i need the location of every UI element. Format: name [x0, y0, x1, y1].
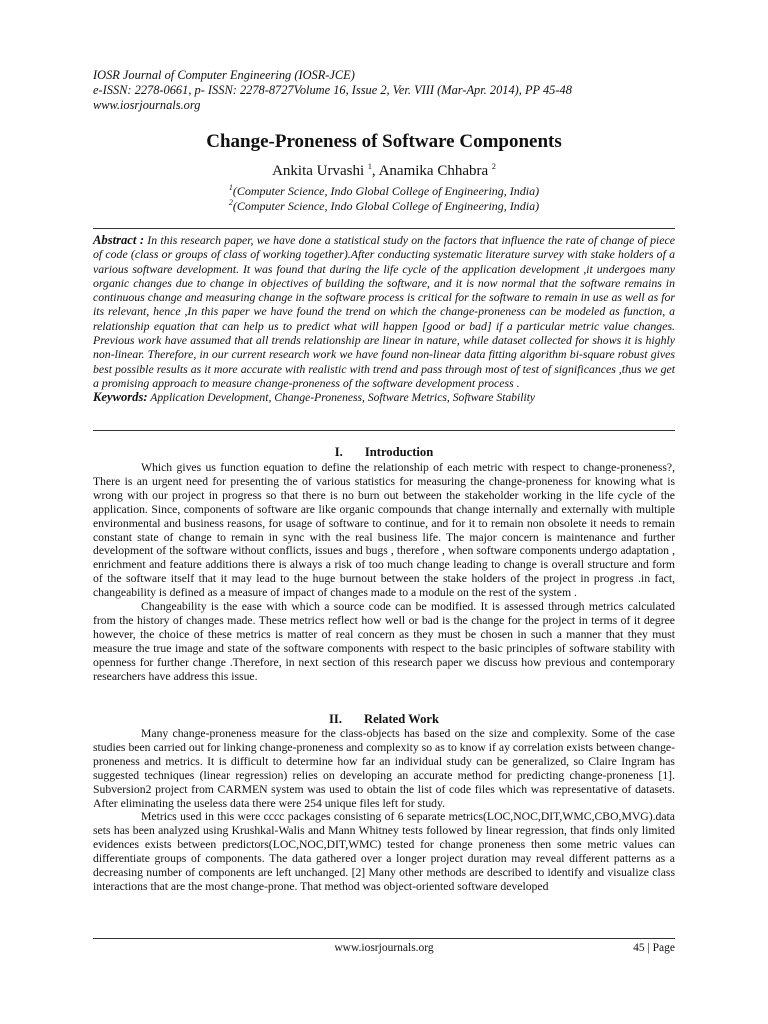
paragraph: Many change-proneness measure for the class-objects has based on the size and complexity. Some of the case studies been carried out for linking change-proneness and complexity so as to know if ay correlation exists between change-proneness and metrics. It is difficult to determine how far an individual study can be generalized, so Claire Ingram has suggested techniques (linear regression) relies on developing an accurate method for predicting change-proneness [1]. Subversion2 project from CARMEN system was used to obtain the list of code files which was representative of datasets. After eliminating the useless data there were 254 unique files left for study.: [93, 727, 675, 810]
section-number: II.: [329, 712, 342, 726]
paper-title: Change-Proneness of Software Components: [206, 131, 562, 152]
journal-issn: e-ISSN: 2278-0661, p- ISSN: 2278-8727Volume 16, Issue 2, Ver. VIII (Mar-Apr. 2014), PP 45-48: [93, 83, 572, 97]
footer-rule: [93, 938, 675, 939]
author-name: Anamika Chhabra: [378, 163, 489, 179]
affiliation-text: (Computer Science, Indo Global College of Engineering, India): [232, 199, 540, 213]
paragraph: Metrics used in this were cccc packages consisting of 6 separate metrics(LOC,NOC,DIT,WMC,CBO,MVG).data sets has been analyzed using Krushkal-Walis and Mann Whitney tests followed by linear regression, that finds only limited evidences exists between predictors(LOC,NOC,DIT,WMC) tested for change proneness then some metric values can differentiate groups of components. The data gathered over a longer project duration may reveal different patterns as a decreasing number of components are left unchanged. [2] Many other methods are described to identify and visualize class interactions that are the most change-prone. That method was object-oriented software developed: [93, 810, 675, 893]
affiliation-text: (Computer Science, Indo Global College of Engineering, India): [232, 184, 540, 198]
section-title: Introduction: [364, 445, 434, 459]
divider-bottom: [93, 430, 675, 431]
section-body-introduction: [93, 461, 675, 684]
paragraph: Changeability is the ease with which a source code can be modified. It is assessed through metrics calculated from the history of changes made. These metrics reflect how well or bad is the change for the project in terms of it degree however, the choice of these metrics is matter of real concern as they must be chosen in such a manner that they must measure the true image and state of the software components with respect to the basic principles of software stability with openness for further change .Therefore, in next section of this research paper we discuss how previous and contemporary researchers have address this issue.: [93, 600, 675, 683]
author-separator: ,: [371, 163, 379, 179]
keywords-label: Keywords:: [93, 390, 148, 405]
keywords-text: Application Development, Change-Proneness, Software Metrics, Software Stability: [150, 391, 536, 405]
affiliation: [0, 199, 768, 214]
section-number: I.: [334, 445, 343, 459]
abstract-text: In this research paper, we have done a statistical study on the factors that influence the rate of change of piece of code (class or groups of class of working together).After conducting systematic literature survey with stake holders of a various software development. It was found that during the life cycle of the application development ,it undergoes many organic changes due to change in objectives of building the software, and it is now normal that the software remains in continuous change and measuring change in the software process is critical for the software to remain in use as well as for its relevant, hence ,In this paper we have found the trend on which the change-proneness can be modeled as function, a relationship equation that can help us to predict what will happen [good or bad] if a particular metric value changes. Previous work have assumed that all trends relationship are linear in nature, while dataset collected for shows it is highly non-linear. Therefore, in our current research work we have found non-linear data fitting algorithm bi-square robust gives best possible results as it more accurate with realistic with trend and pass through most of test of significances ,thus we get a promising approach to measure change-proneness of the software development process .: [93, 233, 675, 390]
affiliation-marker: 2: [228, 198, 233, 207]
affiliation-marker: 1: [228, 183, 233, 192]
author-affiliation-marker: 2: [491, 162, 496, 171]
section-heading-introduction: [0, 445, 768, 460]
affiliation: [0, 184, 768, 199]
footer-website: www.iosrjournals.org: [334, 942, 434, 954]
journal-website: www.iosrjournals.org: [93, 98, 201, 112]
abstract-label: Abstract :: [93, 233, 145, 247]
abstract-block: [93, 233, 675, 405]
journal-name: IOSR Journal of Computer Engineering (IOSR-JCE): [93, 68, 355, 82]
section-body-related-work: [93, 727, 675, 894]
divider-top: [93, 228, 675, 229]
section-title: Related Work: [363, 712, 439, 726]
author-line: [0, 163, 768, 180]
section-heading-related-work: [0, 712, 768, 727]
journal-header: [93, 68, 572, 113]
author-affiliation-marker: 1: [367, 162, 372, 171]
paragraph: Which gives us function equation to define the relationship of each metric with respect to change-proneness?, There is an urgent need for presenting the of various statistics for measuring the change-proneness for knowing what is wrong with our project in progress so that there is no burn out between the stakeholder working in the life cycle of the application. Since, components of software are like organic compounds that change internally and externally with multiple environmental and business reasons, for usage of software to continue, and for it to remain non obsolete it needs to remain constant state of change to remain in sync with the real business life. The major concern is maintenance and further development of the software without conflicts, issues and bugs , therefore , when software components undergo adaptation , enrichment and feature additions there is always a risk of too much change leading to change is overall structure and form of the software itself that it may lead to the huge burnout between the stake holders of the project in progress .in fact, changeability is defined as a measure of impact of changes made to a module on the rest of the system .: [93, 461, 675, 600]
affiliations: [0, 184, 768, 214]
page-number: 45 | Page: [633, 942, 675, 954]
author-name: Ankita Urvashi: [272, 163, 365, 179]
abstract: [93, 233, 675, 390]
keywords: [93, 390, 675, 405]
